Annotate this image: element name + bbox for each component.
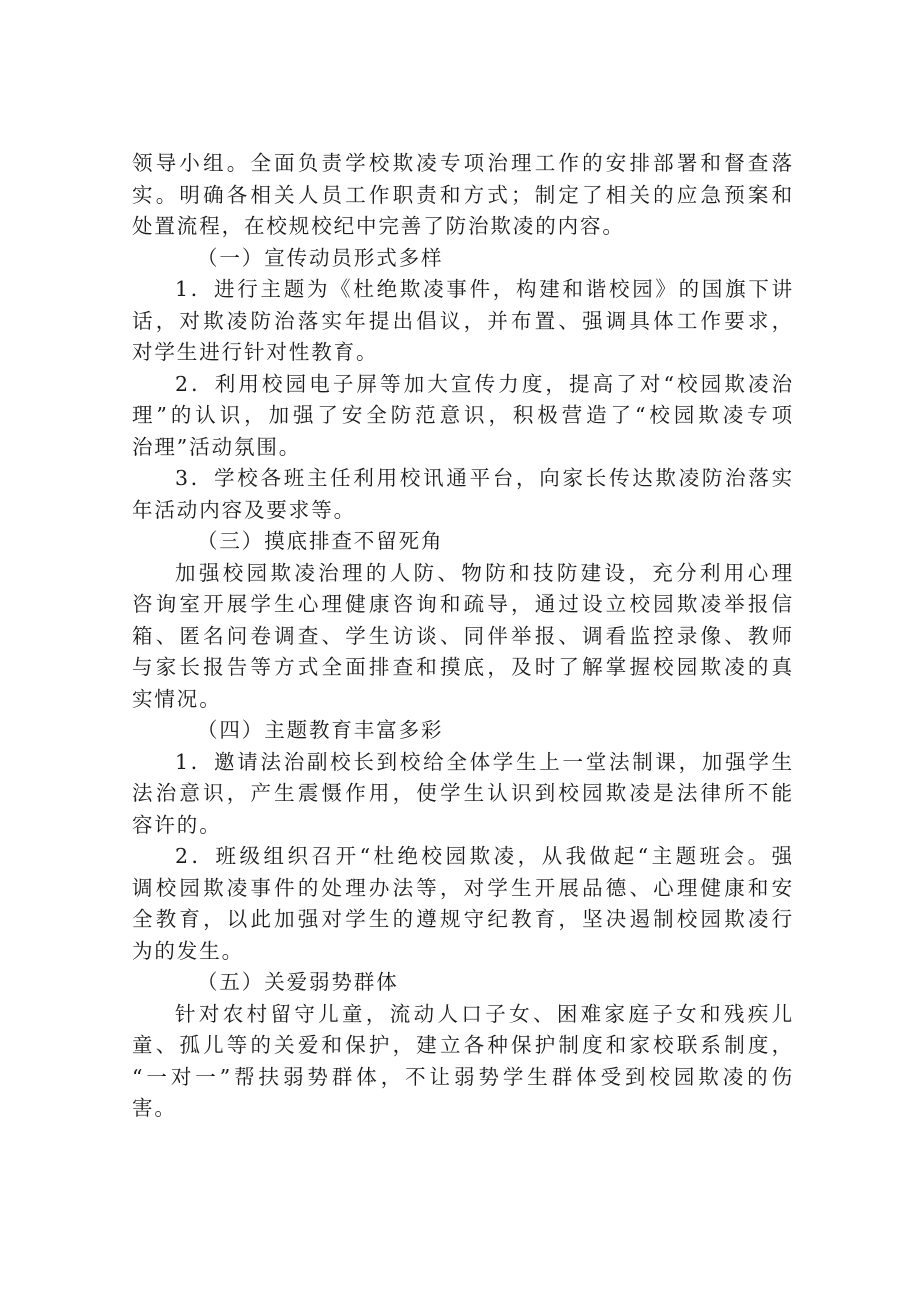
paragraph-line: 加强校园欺凌治理的人防、物防和技防建设，充分利用心理	[175, 560, 794, 585]
paragraph-line: 与家长报告等方式全面排查和摸底，及时了解掌握校园欺凌的真	[132, 655, 794, 679]
paragraph-line: 理”的认识，加强了安全防范意识，积极营造了“校园欺凌专项	[132, 403, 794, 427]
section-heading: （一）宣传动员形式多样	[197, 245, 444, 270]
section-heading: （四）主题教育丰富多彩	[197, 718, 444, 742]
paragraph-line: 咨询室开展学生心理健康咨询和疏导，通过设立校园欺凌举报信	[132, 592, 794, 616]
paragraph-line: 法治意识，产生震慑作用，使学生认识到校园欺凌是法律所不能	[132, 781, 794, 805]
paragraph-line: 全教育，以此加强对学生的遵规守纪教育，坚决遏制校园欺凌行	[132, 907, 794, 931]
paragraph-line: 话，对欺凌防治落实年提出倡议，并布置、强调具体工作要求，	[132, 308, 794, 333]
paragraph-line: 为的发生。	[132, 938, 244, 963]
paragraph-line: 调校园欺凌事件的处理办法等，对学生开展品德、心理健康和安	[132, 875, 794, 900]
paragraph-line: 年活动内容及要求等。	[132, 497, 356, 522]
document-body	[132, 148, 794, 1125]
paragraph-line: “一对一”帮扶弱势群体，不让弱势学生群体受到校园欺凌的伤	[132, 1064, 794, 1089]
section-heading: （三）摸底排查不留死角	[197, 529, 444, 553]
paragraph-line: 治理”活动氛围。	[132, 434, 302, 459]
paragraph-line: 3．学校各班主任利用校讯通平台，向家长传达欺凌防治落实	[175, 466, 794, 490]
paragraph-line: 处置流程，在校规校纪中完善了防治欺凌的内容。	[132, 214, 625, 238]
paragraph-line: 实。明确各相关人员工作职责和方式；制定了相关的应急预案和	[132, 182, 794, 207]
paragraph-line: 2．利用校园电子屏等加大宣传力度，提高了对“校园欺凌治	[175, 371, 794, 396]
section-heading: （五）关爱弱势群体	[197, 970, 399, 994]
paragraph-line: 1．进行主题为《杜绝欺凌事件，构建和谐校园》的国旗下讲	[175, 277, 794, 301]
paragraph-line: 领导小组。全面负责学校欺凌专项治理工作的安排部署和督查落	[132, 151, 794, 175]
paragraph-line: 实情况。	[132, 686, 222, 711]
paragraph-line: 容许的。	[132, 812, 222, 837]
paragraph-line: 童、孤儿等的关爱和保护，建立各种保护制度和家校联系制度，	[132, 1033, 794, 1057]
paragraph-line: 箱、匿名问卷调查、学生访谈、同伴举报、调看监控录像、教师	[132, 623, 794, 648]
paragraph-line: 针对农村留守儿童，流动人口子女、困难家庭子女和残疾儿	[175, 1001, 794, 1026]
paragraph-line: 2．班级组织召开“杜绝校园欺凌，从我做起“主题班会。强	[175, 844, 794, 868]
paragraph-line: 1．邀请法治副校长到校给全体学生上一堂法制课，加强学生	[175, 749, 794, 774]
paragraph-line: 对学生进行针对性教育。	[132, 340, 379, 364]
paragraph-line: 害。	[132, 1096, 177, 1120]
